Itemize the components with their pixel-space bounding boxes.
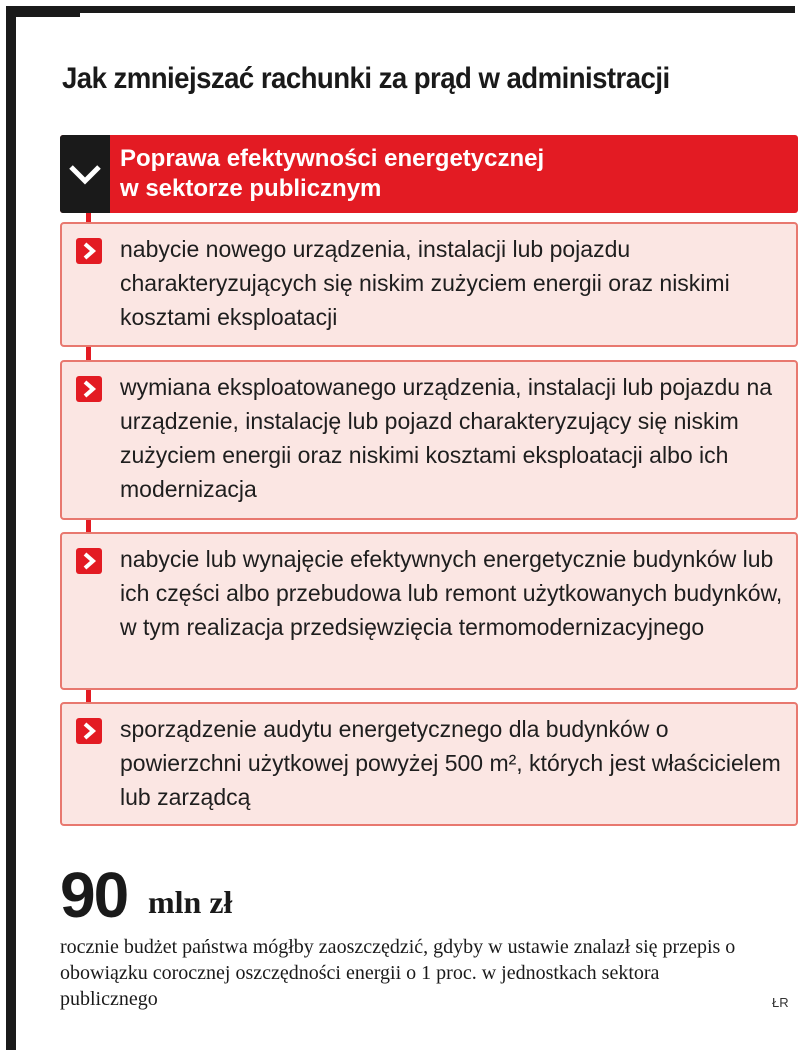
list-item — [60, 702, 798, 826]
list-item-text: nabycie lub wynajęcie efektywnych energetycznie budynków lub ich części albo przebudowa lub remont użytkowanych budynków, w tym realizacja przedsięwzięcia termomodernizacyjnego — [120, 546, 783, 640]
list-item-text: wymiana eksploatowanego urządzenia, instalacji lub pojazdu na urządzenie, instalację lub pojazd charakteryzujący się niskim zużyciem energii oraz niskimi kosztami eksploatacji albo ich modernizacja — [120, 374, 773, 502]
chevron-right-icon — [76, 548, 102, 574]
page-title: Jak zmniejszać rachunki za prąd w administracji — [62, 62, 670, 95]
stat-description: rocznie budżet państwa mógłby zaoszczędzić, gdyby w ustawie znalazł się przepis o obowiązku corocznej oszczędności energii o 1 proc. w jednostkach sektora publicznego — [60, 936, 736, 1010]
list-item-text: sporządzenie audytu energetycznego dla budynków o powierzchni użytkowej powyżej 500 m², których jest właścicielem lub zarządcą — [120, 716, 781, 810]
stat-unit: mln zł — [148, 884, 233, 920]
section-header-line2: w sektorze publicznym — [120, 175, 382, 202]
chevron-right-icon — [76, 238, 102, 264]
section-header-text — [120, 144, 790, 204]
list-item-text: nabycie nowego urządzenia, instalacji lub pojazdu charakteryzujących się niskim zużyciem energii oraz niskimi kosztami eksploatacji — [120, 236, 730, 330]
chevron-right-icon — [76, 376, 102, 402]
frame-notch — [16, 13, 80, 17]
chevron-right-icon — [76, 718, 102, 744]
section-header-line1: Poprawa efektywności energetycznej — [120, 145, 545, 172]
chevron-down-icon — [60, 135, 110, 213]
list-item — [60, 532, 798, 690]
frame-horizontal-rule — [6, 6, 795, 13]
list-item — [60, 222, 798, 347]
stat-number: 90 — [60, 859, 128, 931]
list-item — [60, 360, 798, 520]
author-credit: ŁR — [772, 995, 789, 1010]
frame-vertical-rule — [6, 6, 16, 1050]
